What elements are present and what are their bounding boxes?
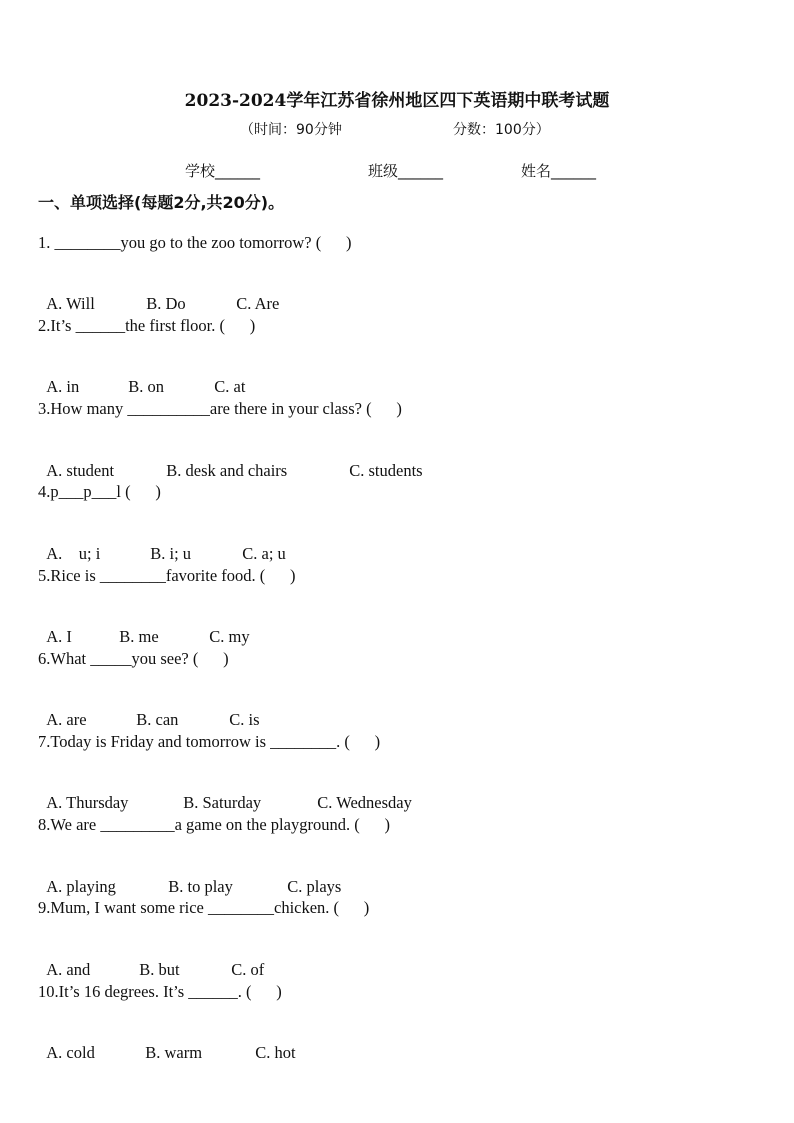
question-5: 5.Rice is ________favorite food. ( ) xyxy=(38,566,296,585)
question-8: 8.We are _________a game on the playground. ( ) xyxy=(38,815,390,834)
school-field: 学校______ xyxy=(185,162,261,180)
option-a: A. and xyxy=(46,960,91,979)
options-1 xyxy=(38,274,279,314)
option-a: A. playing xyxy=(46,877,116,896)
option-a: A. cold xyxy=(46,1043,95,1062)
option-b: B. Do xyxy=(146,294,186,313)
option-a: A. are xyxy=(46,710,87,729)
question-9: 9.Mum, I want some rice ________chicken. ( ) xyxy=(38,898,370,917)
options-7 xyxy=(38,773,412,813)
name-field: 姓名______ xyxy=(521,162,597,180)
page-title: 2023-2024学年江苏省徐州地区四下英语期中联考试题 xyxy=(184,91,610,111)
options-10 xyxy=(38,1023,296,1063)
option-b: B. i; u xyxy=(150,544,192,563)
options-5 xyxy=(38,607,250,647)
option-c: C. Are xyxy=(236,294,280,313)
option-b: B. desk and chairs xyxy=(166,461,288,480)
option-c: C. hot xyxy=(255,1043,296,1062)
question-6: 6.What _____you see? ( ) xyxy=(38,649,229,668)
option-c: C. of xyxy=(231,960,265,979)
options-2 xyxy=(38,357,245,397)
option-a: A. u; i xyxy=(46,544,101,563)
option-b: B. me xyxy=(119,627,159,646)
option-b: B. warm xyxy=(145,1043,203,1062)
options-6 xyxy=(38,690,260,730)
option-c: C. at xyxy=(214,377,246,396)
options-3 xyxy=(38,441,423,481)
question-4: 4.p___p___l ( ) xyxy=(38,482,161,501)
question-10: 10.It’s 16 degrees. It’s ______. ( ) xyxy=(38,982,282,1001)
option-b: B. on xyxy=(128,377,165,396)
option-a: A. I xyxy=(46,627,72,646)
option-b: B. Saturday xyxy=(183,793,262,812)
option-a: A. Thursday xyxy=(46,793,129,812)
option-c: C. a; u xyxy=(242,544,286,563)
option-b: B. can xyxy=(136,710,179,729)
exam-score: 分数：100分） xyxy=(453,122,550,138)
option-b: B. but xyxy=(139,960,180,979)
option-c: C. my xyxy=(209,627,250,646)
option-a: A. student xyxy=(46,461,115,480)
option-c: C. is xyxy=(229,710,260,729)
option-c: C. students xyxy=(349,461,423,480)
question-2: 2.It’s ______the first floor. ( ) xyxy=(38,316,256,335)
option-c: C. plays xyxy=(287,877,342,896)
exam-time: （时间：90分钟 xyxy=(240,122,342,138)
option-c: C. Wednesday xyxy=(317,793,412,812)
option-b: B. to play xyxy=(168,877,233,896)
options-9 xyxy=(38,940,264,980)
class-field: 班级______ xyxy=(368,162,444,180)
option-a: A. in xyxy=(46,377,80,396)
section-title: 一、单项选择(每题2分,共20分)。 xyxy=(38,193,285,212)
options-4 xyxy=(38,524,286,564)
question-1: 1. ________you go to the zoo tomorrow? ( ) xyxy=(38,233,352,252)
question-3: 3.How many __________are there in your class? ( ) xyxy=(38,399,402,418)
option-a: A. Will xyxy=(46,294,95,313)
options-8 xyxy=(38,857,341,897)
question-7: 7.Today is Friday and tomorrow is ________. ( ) xyxy=(38,732,381,751)
